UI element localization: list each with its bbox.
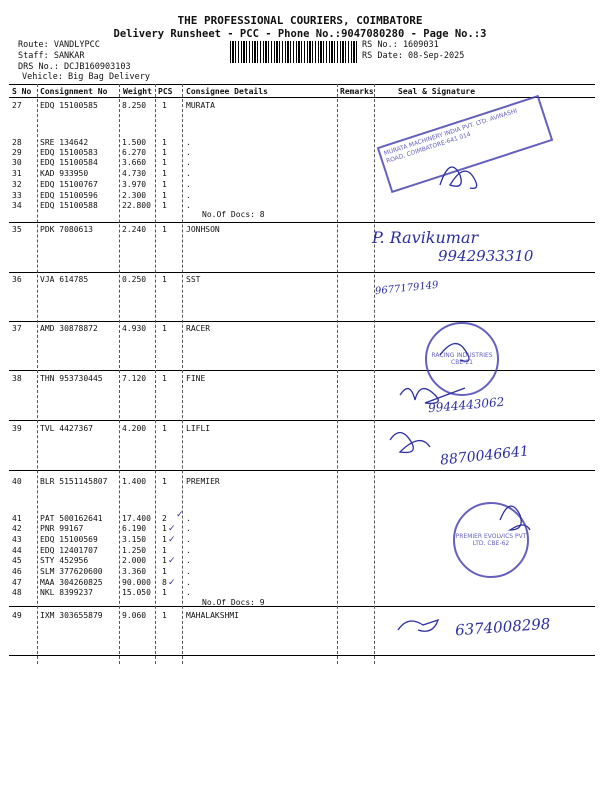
- cell-cons-34: EDQ 15100588: [40, 201, 98, 210]
- premier-stamp: PREMIER EVOLVICS PVT LTD. CBE-62: [453, 502, 529, 578]
- cell-sno-42: 42: [12, 524, 22, 533]
- col-consignment: Consignment No: [40, 87, 108, 96]
- cell-sno-39: 39: [12, 424, 22, 433]
- cell-wt-36: 0.250: [122, 275, 147, 284]
- cell-sno-49: 49: [12, 611, 22, 620]
- cell-cons-36: VJA 614785: [40, 275, 89, 284]
- cell-sno-37: 37: [12, 324, 22, 333]
- tick-43: ✓: [168, 535, 176, 545]
- cell-wt-33: 2.300: [122, 191, 147, 200]
- cell-pcs-38: 1: [162, 374, 167, 383]
- cell-wt-28: 1.500: [122, 138, 147, 147]
- cell-wt-47: 90.000: [122, 578, 151, 587]
- docs-count-2: No.Of Docs: 9: [202, 598, 265, 607]
- col-pcs: PCS: [158, 87, 173, 96]
- signature-49-phone: 6374008298: [454, 614, 551, 640]
- signature-38-phone: 9944443062: [427, 394, 505, 416]
- cell-details-34: .: [186, 201, 191, 210]
- cell-cons-45: STY 452956: [40, 556, 89, 565]
- docs-count-1: No.Of Docs: 8: [202, 210, 265, 219]
- signature-27-mark: [440, 167, 477, 188]
- col-weight: Weight: [123, 87, 152, 96]
- cell-pcs-34: 1: [162, 201, 167, 210]
- murata-stamp: MURATA MACHINERY INDIA PVT. LTD. AVINASHI ROAD, COIMBATORE-641 014: [377, 95, 554, 193]
- cell-wt-41: 17.400: [122, 514, 151, 523]
- cell-sno-29: 29: [12, 148, 22, 157]
- cell-cons-27: EDQ 15100585: [40, 101, 98, 110]
- cell-details-44: .: [186, 546, 191, 555]
- cell-wt-43: 3.150: [122, 535, 147, 544]
- vehicle-label: Vehicle: Big Bag Delivery: [22, 72, 150, 82]
- racer-stamp: RACING INDUSTRIES CBE-21: [425, 322, 499, 396]
- cell-wt-49: 9.060: [122, 611, 147, 620]
- cell-cons-49: IXM 303655879: [40, 611, 103, 620]
- cell-wt-34: 22.800: [122, 201, 151, 210]
- rs-no: RS No.: 1609031: [362, 40, 439, 50]
- cell-pcs-36: 1: [162, 275, 167, 284]
- cell-wt-45: 2.000: [122, 556, 147, 565]
- cell-sno-43: 43: [12, 535, 22, 544]
- cell-pcs-46: 1: [162, 567, 167, 576]
- cell-pcs-41: 2: [162, 514, 167, 523]
- tick-42: ✓: [168, 524, 176, 534]
- cell-pcs-28: 1: [162, 138, 167, 147]
- cell-sno-28: 28: [12, 138, 22, 147]
- signature-49-mark: [398, 620, 438, 631]
- cell-pcs-27: 1: [162, 101, 167, 110]
- runsheet-subtitle: Delivery Runsheet - PCC - Phone No.:9047080280 - Page No.:3: [113, 28, 487, 40]
- cell-sno-27: 27: [12, 101, 22, 110]
- col-seal-signature: Seal & Signature: [398, 87, 476, 96]
- cell-pcs-30: 1: [162, 158, 167, 167]
- cell-sno-33: 33: [12, 191, 22, 200]
- cell-details-43: .: [186, 535, 191, 544]
- cell-details-39: LIFLI: [186, 424, 211, 433]
- cell-wt-48: 15.050: [122, 588, 151, 597]
- cell-details-48: .: [186, 588, 191, 597]
- cell-details-38: FINE: [186, 374, 206, 383]
- cell-pcs-37: 1: [162, 324, 167, 333]
- staff-label: Staff: SANKAR: [18, 51, 85, 61]
- cell-details-49: MAHALAKSHMI: [186, 611, 239, 620]
- cell-cons-41: PAT 500162641: [40, 514, 103, 523]
- cell-cons-37: AMD 30878872: [40, 324, 98, 333]
- cell-details-35: JONHSON: [186, 225, 220, 234]
- col-consignee: Consignee Details: [186, 87, 268, 96]
- cell-pcs-31: 1: [162, 169, 167, 178]
- cell-cons-32: EDQ 15100767: [40, 180, 98, 189]
- cell-wt-27: 8.250: [122, 101, 147, 110]
- cell-pcs-33: 1: [162, 191, 167, 200]
- cell-pcs-47: 8: [162, 578, 167, 587]
- signature-39-phone: 8870046641: [439, 443, 530, 469]
- cell-pcs-35: 1: [162, 225, 167, 234]
- signature-35-phone: 9942933310: [438, 247, 534, 265]
- cell-details-32: .: [186, 180, 191, 189]
- cell-pcs-48: 1: [162, 588, 167, 597]
- drs-label: DRS No.: DCJB160903103: [18, 62, 131, 72]
- signature-40-mark: [500, 506, 530, 530]
- signature-37-mark: [440, 344, 469, 362]
- col-remarks: Remarks: [340, 87, 374, 96]
- cell-wt-30: 3.660: [122, 158, 147, 167]
- cell-sno-32: 32: [12, 180, 22, 189]
- cell-cons-43: EDQ 15100569: [40, 535, 98, 544]
- cell-details-30: .: [186, 158, 191, 167]
- cell-details-41: .: [186, 514, 191, 523]
- cell-pcs-40: 1: [162, 477, 167, 486]
- signature-35-name: P. Ravikumar: [372, 228, 479, 247]
- rs-date: RS Date: 08-Sep-2025: [362, 51, 465, 61]
- cell-details-28: .: [186, 138, 191, 147]
- cell-pcs-43: 1: [162, 535, 167, 544]
- cell-sno-38: 38: [12, 374, 22, 383]
- cell-sno-46: 46: [12, 567, 22, 576]
- cell-cons-35: PDK 7080613: [40, 225, 93, 234]
- cell-pcs-49: 1: [162, 611, 167, 620]
- cell-cons-47: MAA 304260825: [40, 578, 103, 587]
- signature-36-phone: 9677179149: [374, 279, 440, 298]
- cell-pcs-29: 1: [162, 148, 167, 157]
- cell-cons-29: EDQ 15100583: [40, 148, 98, 157]
- cell-cons-39: TVL 4427367: [40, 424, 93, 433]
- cell-cons-28: SRE 134642: [40, 138, 89, 147]
- cell-cons-44: EDQ 12401707: [40, 546, 98, 555]
- signature-39-mark: [390, 433, 430, 453]
- cell-details-47: .: [186, 578, 191, 587]
- cell-sno-44: 44: [12, 546, 22, 555]
- cell-sno-35: 35: [12, 225, 22, 234]
- tick-41: ✓: [176, 510, 184, 520]
- cell-details-42: .: [186, 524, 191, 533]
- cell-wt-35: 2.240: [122, 225, 147, 234]
- cell-wt-44: 1.250: [122, 546, 147, 555]
- cell-pcs-32: 1: [162, 180, 167, 189]
- cell-cons-33: EDQ 15100596: [40, 191, 98, 200]
- cell-details-33: .: [186, 191, 191, 200]
- cell-wt-31: 4.730: [122, 169, 147, 178]
- cell-details-31: .: [186, 169, 191, 178]
- cell-details-46: .: [186, 567, 191, 576]
- cell-sno-47: 47: [12, 578, 22, 587]
- cell-cons-46: SLM 377620600: [40, 567, 103, 576]
- cell-wt-40: 1.400: [122, 477, 147, 486]
- cell-details-45: .: [186, 556, 191, 565]
- cell-cons-30: EDQ 15100584: [40, 158, 98, 167]
- company-title: THE PROFESSIONAL COURIERS, COIMBATORE: [177, 14, 423, 27]
- cell-wt-32: 3.970: [122, 180, 147, 189]
- cell-pcs-39: 1: [162, 424, 167, 433]
- cell-details-27: MURATA: [186, 101, 215, 110]
- cell-cons-40: BLR 5151145807: [40, 477, 108, 486]
- col-sno: S No: [12, 87, 32, 96]
- cell-cons-42: PNR 99167: [40, 524, 84, 533]
- cell-pcs-42: 1: [162, 524, 167, 533]
- cell-sno-30: 30: [12, 158, 22, 167]
- cell-sno-40: 40: [12, 477, 22, 486]
- cell-wt-42: 6.190: [122, 524, 147, 533]
- tick-47: ✓: [168, 578, 176, 588]
- cell-pcs-44: 1: [162, 546, 167, 555]
- cell-details-29: .: [186, 148, 191, 157]
- cell-sno-34: 34: [12, 201, 22, 210]
- cell-sno-48: 48: [12, 588, 22, 597]
- cell-pcs-45: 1: [162, 556, 167, 565]
- cell-wt-37: 4.930: [122, 324, 147, 333]
- cell-cons-38: THN 953730445: [40, 374, 103, 383]
- cell-sno-31: 31: [12, 169, 22, 178]
- cell-details-37: RACER: [186, 324, 211, 333]
- route-label: Route: VANDLYPCC: [18, 40, 100, 50]
- signature-38-mark: [400, 388, 465, 403]
- tick-45: ✓: [168, 556, 176, 566]
- cell-cons-48: NKL 8399237: [40, 588, 93, 597]
- cell-sno-45: 45: [12, 556, 22, 565]
- cell-details-36: SST: [186, 275, 201, 284]
- cell-details-40: PREMIER: [186, 477, 220, 486]
- cell-wt-29: 6.270: [122, 148, 147, 157]
- cell-cons-31: KAD 933950: [40, 169, 89, 178]
- cell-sno-36: 36: [12, 275, 22, 284]
- cell-sno-41: 41: [12, 514, 22, 523]
- cell-wt-39: 4.200: [122, 424, 147, 433]
- cell-wt-46: 3.360: [122, 567, 147, 576]
- cell-wt-38: 7.120: [122, 374, 147, 383]
